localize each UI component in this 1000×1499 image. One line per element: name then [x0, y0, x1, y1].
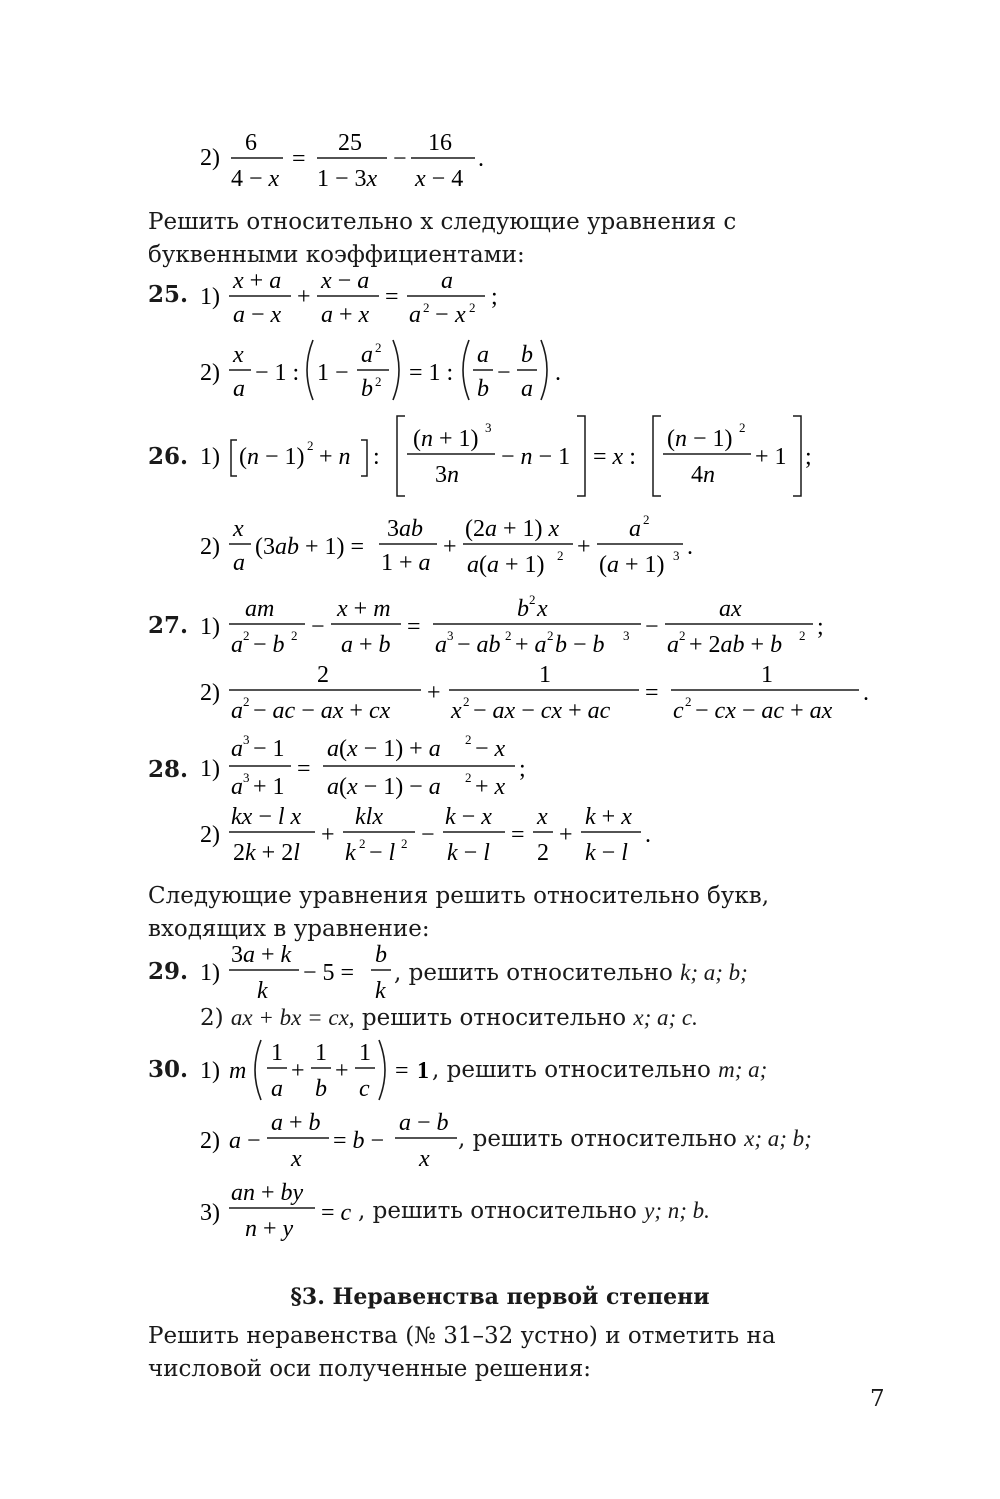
svg-text:a: a: [231, 698, 243, 724]
problem-number-27: 27.: [148, 612, 189, 639]
svg-text:1: 1: [359, 1040, 371, 1066]
svg-text:b: b: [477, 376, 489, 402]
equation-30-3-text: , решить относительно y; n; b.: [358, 1198, 710, 1224]
svg-text:+: +: [577, 534, 591, 560]
svg-text:3: 3: [243, 732, 250, 747]
svg-text:2: 2: [423, 300, 430, 315]
svg-text:x: x: [233, 342, 244, 368]
svg-text:= x :: = x :: [593, 444, 636, 470]
svg-text:;: ;: [491, 284, 498, 310]
svg-text:x − 4: x − 4: [415, 166, 464, 192]
svg-text:4n: 4n: [691, 462, 715, 488]
svg-text:a: a: [231, 736, 243, 762]
equation-28-1: [195, 730, 555, 806]
svg-text:x: x: [419, 1146, 430, 1172]
svg-text:3a + k: 3a + k: [231, 942, 292, 968]
svg-text:3): 3): [200, 1200, 220, 1226]
svg-text:1: 1: [761, 662, 773, 688]
svg-text:− x: − x: [475, 736, 506, 762]
svg-text:2): 2): [200, 680, 220, 706]
problem-number-30: 30.: [148, 1056, 189, 1083]
svg-text:− 1: − 1: [253, 736, 285, 762]
svg-text:x: x: [537, 804, 548, 830]
svg-text:− b: − b: [253, 632, 285, 658]
svg-text:=: =: [297, 756, 311, 782]
svg-text:ax: ax: [719, 596, 742, 622]
svg-text:.: .: [863, 680, 869, 706]
equation-26-2: [195, 508, 715, 590]
svg-text:= 1 :: = 1 :: [409, 360, 454, 386]
svg-text:+: +: [559, 822, 573, 848]
section-title: §3. Неравенства первой степени: [290, 1284, 710, 1310]
svg-text:;: ;: [805, 444, 812, 470]
svg-text:k: k: [257, 978, 268, 1004]
svg-text:n + y: n + y: [245, 1216, 294, 1242]
svg-text:+ 2ab + b: + 2ab + b: [689, 632, 783, 658]
svg-text:b: b: [361, 376, 373, 402]
svg-text:(n + 1): (n + 1): [413, 426, 479, 452]
svg-text:2: 2: [243, 628, 250, 643]
svg-text:=: =: [292, 146, 306, 172]
svg-text:b: b: [375, 942, 387, 968]
svg-text:a: a: [629, 516, 641, 542]
svg-text:2: 2: [375, 374, 382, 389]
svg-text:2): 2): [200, 145, 220, 171]
svg-text:1: 1: [539, 662, 551, 688]
equation-25-2: [195, 336, 575, 406]
equation-30-2-text: , решить относительно x; a; b;: [458, 1126, 812, 1152]
svg-text:k: k: [345, 840, 356, 866]
problem-number-29: 29.: [148, 958, 189, 985]
svg-text:a + x: a + x: [321, 302, 370, 328]
svg-text:+ 1: + 1: [253, 774, 285, 800]
svg-text:− l: − l: [369, 840, 396, 866]
svg-text:2: 2: [643, 512, 650, 527]
svg-text:16: 16: [428, 130, 452, 156]
svg-text:2: 2: [401, 836, 408, 851]
svg-text:(a + 1): (a + 1): [599, 552, 665, 578]
svg-text:a(a + 1): a(a + 1): [467, 552, 545, 578]
svg-text:2: 2: [799, 628, 806, 643]
svg-text:x: x: [455, 302, 466, 328]
svg-text:+: +: [291, 1058, 305, 1084]
equation-30-1-text: , решить относительно m; a;: [432, 1057, 768, 1083]
svg-text:1: 1: [271, 1040, 283, 1066]
svg-text:2): 2): [200, 534, 220, 560]
svg-text:−: −: [393, 146, 407, 172]
svg-text:(2a + 1) x: (2a + 1) x: [465, 516, 560, 542]
svg-text:k: k: [375, 978, 386, 1004]
svg-text:x: x: [537, 596, 548, 622]
svg-text:3: 3: [623, 628, 630, 643]
svg-text:x: x: [291, 1146, 302, 1172]
svg-text:1 −: 1 −: [317, 360, 349, 386]
svg-text:a: a: [233, 376, 245, 402]
svg-text:a: a: [521, 376, 533, 402]
svg-text:=: =: [385, 284, 399, 310]
svg-text:x: x: [451, 698, 462, 724]
svg-text:+ a: + a: [515, 632, 547, 658]
page-number: 7: [870, 1386, 885, 1412]
svg-text:b: b: [521, 342, 533, 368]
svg-text:− 5 =: − 5 =: [303, 960, 355, 986]
svg-text:+ x: + x: [475, 774, 506, 800]
svg-text:3: 3: [485, 420, 492, 435]
svg-text:1 + a: 1 + a: [381, 550, 431, 576]
svg-text:=: =: [645, 680, 659, 706]
svg-text:−: −: [497, 360, 511, 386]
svg-text:kx − l x: kx − l x: [231, 804, 302, 830]
svg-text:k − l: k − l: [447, 840, 490, 866]
svg-text:a: a: [667, 632, 679, 658]
svg-text:am: am: [245, 596, 275, 622]
svg-text:=: =: [407, 614, 421, 640]
svg-text:a − x: a − x: [233, 302, 282, 328]
svg-text:;: ;: [519, 756, 526, 782]
svg-text:b: b: [315, 1076, 327, 1102]
svg-text:k + x: k + x: [585, 804, 632, 830]
equation-28-2: [195, 800, 675, 870]
svg-text:(n − 1): (n − 1): [239, 444, 305, 470]
svg-text:.: .: [478, 146, 484, 172]
svg-text:an + by: an + by: [231, 1180, 304, 1206]
svg-text:−: −: [311, 614, 325, 640]
svg-text:b: b: [517, 596, 529, 622]
svg-text:2: 2: [679, 628, 686, 643]
svg-text:2: 2: [375, 340, 382, 355]
svg-text:+ 1: + 1: [755, 444, 787, 470]
svg-text:c: c: [673, 698, 684, 724]
svg-text:−: −: [435, 302, 449, 328]
equation-29-1-text: , решить относительно k; a; b;: [394, 960, 748, 986]
svg-text:x + m: x + m: [337, 596, 391, 622]
svg-text:1): 1): [200, 444, 220, 470]
svg-text:a(x − 1) + a: a(x − 1) + a: [327, 736, 441, 762]
svg-text:2): 2): [200, 1128, 220, 1154]
svg-text:2: 2: [317, 662, 329, 688]
svg-text:2: 2: [465, 770, 472, 785]
svg-text:1): 1): [200, 756, 220, 782]
equation-27-2: [195, 658, 885, 728]
svg-text:− cx − ac + ax: − cx − ac + ax: [695, 698, 833, 724]
equation-26-1: [195, 410, 835, 500]
svg-text:1: 1: [417, 1058, 429, 1084]
svg-text:.: .: [687, 534, 693, 560]
svg-text:2): 2): [200, 360, 220, 386]
svg-text:a: a: [233, 550, 245, 576]
equation-30-3: [195, 1176, 375, 1246]
svg-text:− ab: − ab: [457, 632, 501, 658]
svg-text:6: 6: [245, 130, 257, 156]
svg-text:1: 1: [315, 1040, 327, 1066]
svg-text:2: 2: [529, 592, 536, 607]
svg-text:a + b: a + b: [271, 1110, 321, 1136]
svg-text:2: 2: [243, 694, 250, 709]
svg-text:2: 2: [291, 628, 298, 643]
svg-text:= b −: = b −: [333, 1128, 385, 1154]
svg-text:−: −: [421, 822, 435, 848]
equation-29-2: 2) ax + bx = cx, решить относительно x; a; c.: [200, 1005, 698, 1031]
svg-text:2k + 2l: 2k + 2l: [233, 840, 300, 866]
svg-text:a: a: [409, 302, 421, 328]
svg-text:25: 25: [338, 130, 362, 156]
svg-text:+: +: [321, 822, 335, 848]
svg-text:2: 2: [465, 732, 472, 747]
svg-text:2: 2: [739, 420, 746, 435]
svg-text:+: +: [297, 284, 311, 310]
svg-text:klx: klx: [355, 804, 383, 830]
svg-text:a + b: a + b: [341, 632, 391, 658]
svg-text:2: 2: [557, 548, 564, 563]
svg-text:2: 2: [505, 628, 512, 643]
svg-text:1): 1): [200, 960, 220, 986]
svg-text:3: 3: [447, 628, 454, 643]
svg-text:2: 2: [537, 840, 549, 866]
svg-text:2: 2: [685, 694, 692, 709]
svg-text:2): 2): [200, 822, 220, 848]
svg-text:3: 3: [243, 770, 250, 785]
svg-text:x − a: x − a: [321, 268, 370, 294]
svg-text:a: a: [271, 1076, 283, 1102]
svg-text:4 − x: 4 − x: [231, 166, 280, 192]
svg-text:b − b: b − b: [555, 632, 605, 658]
equation-24-2: [195, 120, 515, 200]
svg-text:a − b: a − b: [399, 1110, 449, 1136]
problem-number-28: 28.: [148, 756, 189, 783]
equation-29-1: [195, 938, 395, 1008]
instruction-paragraph-2: Следующие уравнения решить относительно букв, входящих в уравнение:: [148, 883, 770, 942]
svg-text:a: a: [477, 342, 489, 368]
instruction-paragraph-1: Решить относительно x следующие уравнения с буквенными коэффициентами:: [148, 209, 737, 268]
svg-text:1): 1): [200, 1058, 220, 1084]
svg-text:3n: 3n: [435, 462, 459, 488]
equation-25-1: [195, 262, 525, 332]
svg-text:− ax − cx + ac: − ax − cx + ac: [473, 698, 611, 724]
svg-text:a: a: [231, 632, 243, 658]
svg-text:(n − 1): (n − 1): [667, 426, 733, 452]
svg-text:3ab: 3ab: [387, 516, 423, 542]
svg-text:+ n: + n: [319, 444, 351, 470]
svg-text:+: +: [427, 680, 441, 706]
svg-text:− n − 1: − n − 1: [501, 444, 571, 470]
svg-text:−: −: [645, 614, 659, 640]
svg-text:2: 2: [547, 628, 554, 643]
svg-text:a(x − 1) − a: a(x − 1) − a: [327, 774, 441, 800]
svg-text:− 1 :: − 1 :: [255, 360, 300, 386]
svg-text:x + a: x + a: [233, 268, 282, 294]
svg-text:2: 2: [307, 438, 314, 453]
svg-text:=: =: [511, 822, 525, 848]
svg-text:+: +: [335, 1058, 349, 1084]
instruction-paragraph-3: Решить неравенства (№ 31–32 устно) и отметить на числовой оси полученные решения:: [148, 1323, 776, 1382]
svg-text:a: a: [361, 342, 373, 368]
svg-text:a −: a −: [229, 1128, 261, 1154]
svg-text::: :: [373, 444, 380, 470]
svg-text:x: x: [233, 516, 244, 542]
svg-text:m: m: [229, 1058, 247, 1084]
svg-text:− ac − ax + cx: − ac − ax + cx: [253, 698, 391, 724]
svg-text:c: c: [359, 1076, 370, 1102]
problem-number-25: 25.: [148, 281, 189, 308]
svg-text:1): 1): [200, 284, 220, 310]
svg-text:(3ab + 1) =: (3ab + 1) =: [255, 534, 365, 560]
svg-text:3: 3: [673, 548, 680, 563]
svg-text:2: 2: [463, 694, 470, 709]
svg-text:a: a: [435, 632, 447, 658]
svg-text:a: a: [441, 268, 453, 294]
svg-text:2: 2: [469, 300, 476, 315]
svg-text:2: 2: [359, 836, 366, 851]
svg-text:1): 1): [200, 614, 220, 640]
equation-30-1: [195, 1034, 435, 1106]
svg-text:.: .: [555, 360, 561, 386]
svg-text:.: .: [645, 822, 651, 848]
equation-27-1: [195, 592, 835, 662]
svg-text:;: ;: [817, 614, 824, 640]
svg-text:+: +: [443, 534, 457, 560]
svg-text:= c: = c: [321, 1200, 352, 1226]
problem-number-26: 26.: [148, 443, 189, 470]
svg-text:a: a: [231, 774, 243, 800]
svg-text:k − l: k − l: [585, 840, 628, 866]
svg-text:=: =: [395, 1058, 409, 1084]
svg-text:1 − 3x: 1 − 3x: [317, 166, 378, 192]
svg-text:k − x: k − x: [445, 804, 492, 830]
equation-30-2: [195, 1106, 465, 1176]
